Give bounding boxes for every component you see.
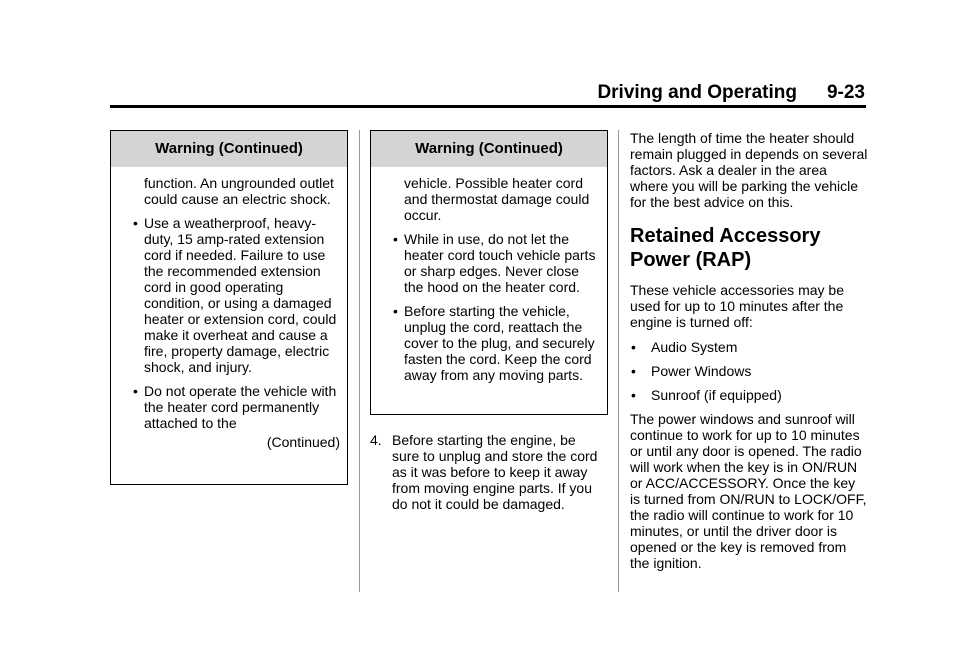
warning-continued-text: function. An ungrounded outlet could cause an electric shock. [144, 175, 334, 207]
column-left [110, 130, 348, 485]
section-title: Driving and Operating [597, 82, 797, 103]
section-heading: Retained Accessory Power (RAP) [630, 225, 821, 271]
warning-box [370, 130, 608, 415]
warning-title: Warning (Continued) [371, 131, 607, 167]
intro-paragraph: The length of time the heater should remain plugged in depends on several factors. Ask a dealer in the area where you will be parking the vehicle for the best advice on this. [630, 130, 868, 210]
step-number: 4. [370, 432, 382, 448]
continued-label: (Continued) [266, 434, 340, 450]
closing-paragraph: The power windows and sunroof will continue to work for up to 10 minutes or until any door is opened. The radio will work when the key is in ON/RUN or ACC/ACCESSORY. Once the key is turned from ON/RUN to LOCK/OFF, the radio will continue to work for 10 minutes, or until the driver door is opened or the key is removed from the ignition. [630, 411, 867, 571]
list-item-label: Sunroof (if equipped) [651, 387, 782, 403]
bullet-icon: • [133, 383, 138, 399]
step-text: Before starting the engine, be sure to unplug and store the cord as it was before to keep it away from moving engine parts. If you do not it could be damaged. [392, 432, 598, 512]
column-middle [370, 130, 608, 512]
list-item [630, 339, 868, 355]
warning-body [371, 167, 607, 399]
column-divider [618, 130, 619, 592]
warning-continued-text: vehicle. Possible heater cord and thermostat damage could occur. [404, 175, 590, 223]
bullet-icon: • [133, 215, 138, 231]
page-header [597, 82, 865, 104]
warning-bullet [393, 303, 597, 383]
warning-box [110, 130, 348, 485]
list-item [630, 387, 868, 403]
rap-intro: These vehicle accessories may be used for up to 10 minutes after the engine is turned off: [630, 282, 844, 330]
numbered-step [370, 432, 604, 512]
bullet-text: Use a weatherproof, heavy-duty, 15 amp-rated extension cord if needed. Failure to use the recommended extension cord in good operating condition, or using a damaged heater or extension cord, could make it overheat and cause a fire, property damage, electric shock, and injury. [144, 215, 337, 375]
bullet-text: Before starting the vehicle, unplug the cord, reattach the cover to the plug, and securely fasten the cord. Keep the cord away from any moving parts. [404, 303, 595, 383]
bullet-icon: • [631, 363, 636, 379]
warning-title: Warning (Continued) [111, 131, 347, 167]
column-divider [359, 130, 360, 592]
bullet-icon: • [631, 387, 636, 403]
bullet-text: Do not operate the vehicle with the heater cord permanently attached to the [144, 383, 337, 431]
list-item [630, 363, 868, 379]
list-item-label: Audio System [651, 339, 738, 355]
warning-bullet [133, 215, 337, 375]
warning-bullet [393, 231, 597, 295]
bullet-text: While in use, do not let the heater cord touch vehicle parts or sharp edges. Never close the hood on the heater cord. [404, 231, 596, 295]
warning-bullet [133, 383, 337, 431]
warning-body [111, 167, 347, 458]
page-number: 9-23 [826, 82, 865, 103]
bullet-icon: • [393, 231, 398, 247]
bullet-icon: • [631, 339, 636, 355]
list-item-label: Power Windows [651, 363, 752, 379]
column-right [630, 130, 868, 580]
header-rule [110, 105, 866, 108]
bullet-icon: • [393, 303, 398, 319]
